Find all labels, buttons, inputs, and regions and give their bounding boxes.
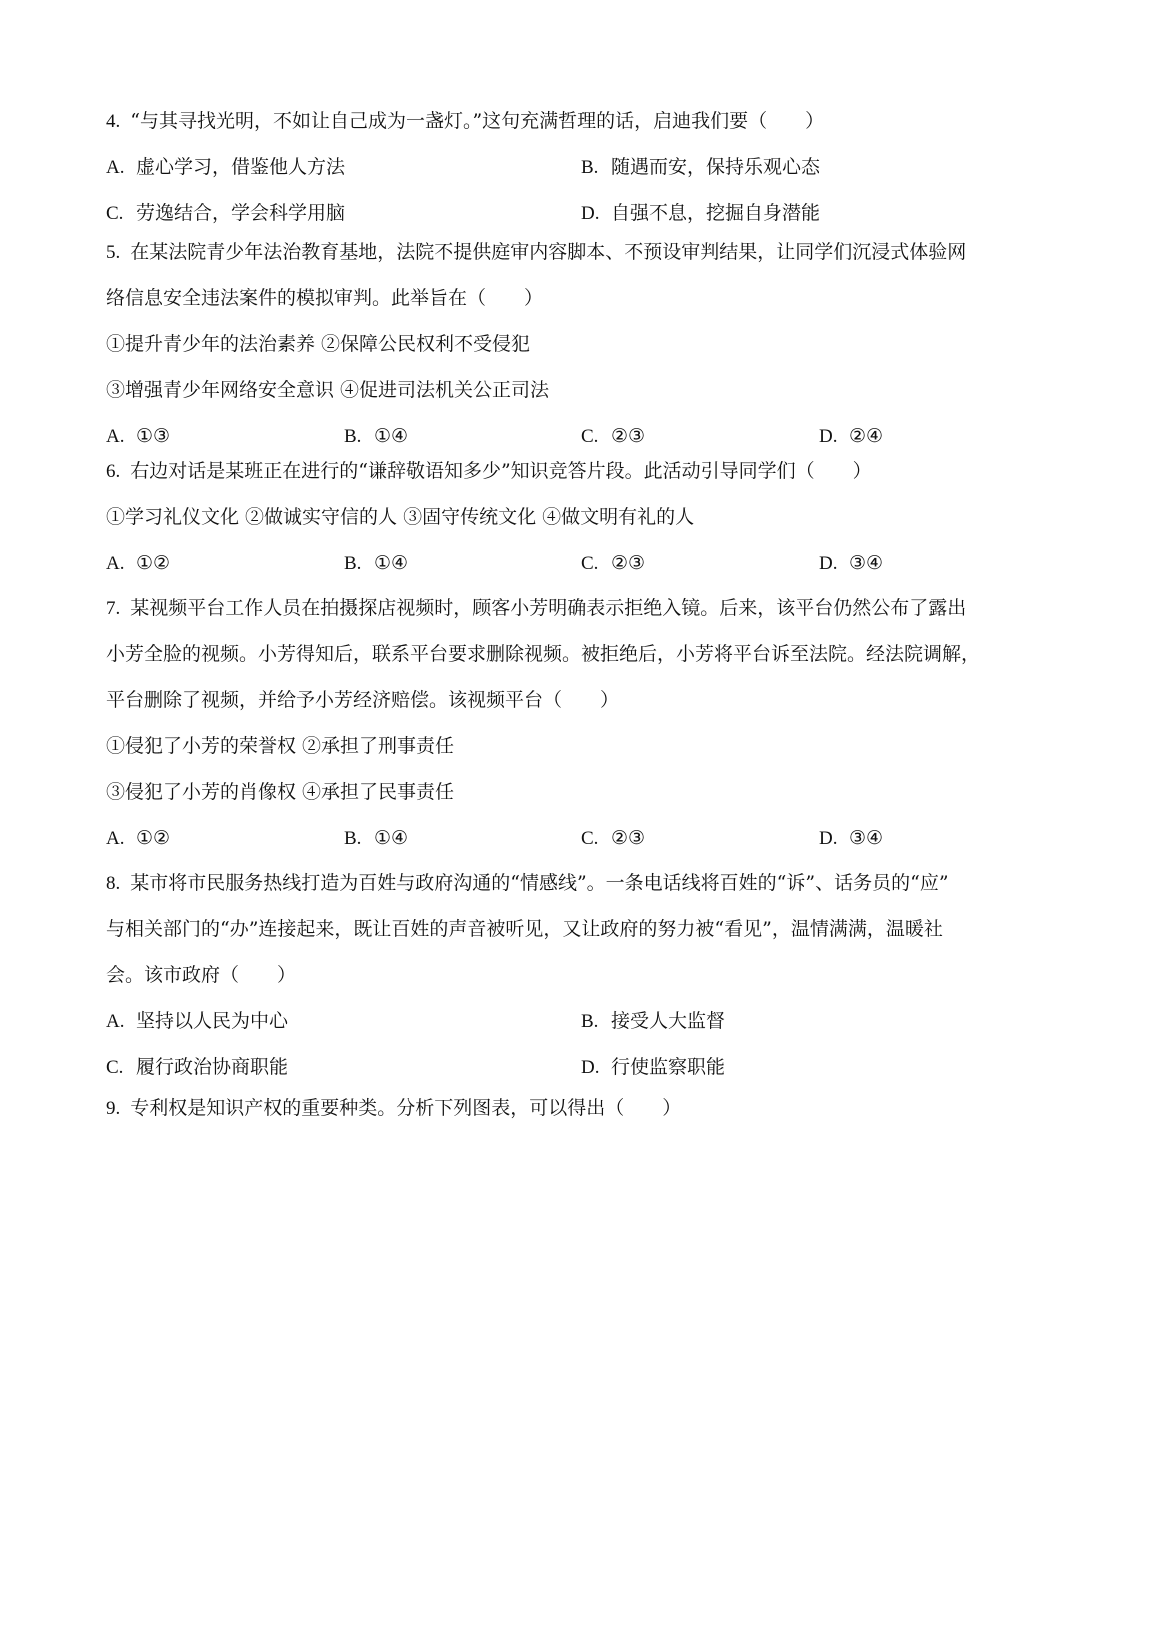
- option-row: [106, 144, 1066, 190]
- stem-text: 右边对话是某班正在进行的“谦辞敬语知多少”知识竞答片段。此活动引导同学们（ ）: [130, 460, 872, 482]
- question-number: 5.: [106, 242, 121, 263]
- option-b[interactable]: B. 随遇而安，保持乐观心态: [581, 156, 821, 178]
- stem-text: 专利权是知识产权的重要种类。分析下列图表，可以得出（ ）: [130, 1097, 682, 1119]
- stem-text: 与相关部门的“办”连接起来，既让百姓的声音被听见，又让政府的努力被“看见”，温情满满，温暖社: [106, 918, 943, 940]
- option-c[interactable]: C. ②③: [581, 827, 646, 849]
- option-c[interactable]: C. 劳逸结合，学会科学用脑: [106, 202, 346, 224]
- option-d[interactable]: D. ③④: [819, 552, 884, 574]
- stem-text: 某市将市民服务热线打造为百姓与政府沟通的“情感线”。一条电话线将百姓的“诉”、话务员的“应”: [130, 872, 949, 894]
- stem-text: 在某法院青少年法治教育基地，法院不提供庭审内容脚本、不预设审判结果，让同学们沉浸式体验网: [130, 241, 967, 263]
- option-c[interactable]: C. 履行政治协商职能: [106, 1056, 289, 1078]
- stem-text: 某视频平台工作人员在拍摄探店视频时，顾客小芳明确表示拒绝入镜。后来，该平台仍然公布了露出: [130, 597, 967, 619]
- option-a[interactable]: A. ①②: [106, 552, 171, 574]
- statement-line: ①侵犯了小芳的荣誉权 ②承担了刑事责任: [106, 735, 455, 757]
- question-9: [106, 1085, 1066, 1131]
- question-number: 9.: [106, 1098, 121, 1119]
- option-d[interactable]: D. 自强不息，挖掘自身潜能: [581, 202, 821, 224]
- option-row: [106, 1044, 1066, 1090]
- option-row: [106, 815, 1066, 861]
- option-a[interactable]: A. 虚心学习，借鉴他人方法: [106, 156, 346, 178]
- question-stem: [106, 1085, 1066, 1131]
- stem-text: 络信息安全违法案件的模拟审判。此举旨在（ ）: [106, 287, 544, 309]
- statement-line: ③增强青少年网络安全意识 ④促进司法机关公正司法: [106, 379, 550, 401]
- statement-line: ①学习礼仪文化 ②做诚实守信的人 ③固守传统文化 ④做文明有礼的人: [106, 506, 695, 528]
- question-7: [106, 585, 1066, 861]
- question-number: 7.: [106, 598, 121, 619]
- option-a[interactable]: A. ①②: [106, 827, 171, 849]
- option-b[interactable]: B. ①④: [344, 827, 409, 849]
- question-stem: [106, 229, 1066, 275]
- question-stem: [106, 860, 1066, 906]
- option-b[interactable]: B. ①④: [344, 425, 409, 447]
- stem-text: 平台删除了视频，并给予小芳经济赔偿。该视频平台（ ）: [106, 689, 620, 711]
- stem-text: “与其寻找光明，不如让自己成为一盏灯。”这句充满哲理的话，启迪我们要（ ）: [130, 110, 825, 132]
- statement-line: ①提升青少年的法治素养 ②保障公民权利不受侵犯: [106, 333, 531, 355]
- option-row: [106, 998, 1066, 1044]
- option-b[interactable]: B. ①④: [344, 552, 409, 574]
- question-stem: [106, 585, 1066, 631]
- option-a[interactable]: A. 坚持以人民为中心: [106, 1010, 289, 1032]
- statement-line: ③侵犯了小芳的肖像权 ④承担了民事责任: [106, 781, 455, 803]
- option-c[interactable]: C. ②③: [581, 425, 646, 447]
- option-row: [106, 540, 1066, 586]
- question-number: 8.: [106, 873, 121, 894]
- option-d[interactable]: D. ②④: [819, 425, 884, 447]
- question-6: [106, 448, 1066, 586]
- stem-text: 小芳全脸的视频。小芳得知后，联系平台要求删除视频。被拒绝后，小芳将平台诉至法院。经法院调解，: [106, 643, 981, 665]
- option-d[interactable]: D. ③④: [819, 827, 884, 849]
- question-number: 4.: [106, 111, 121, 132]
- question-stem: [106, 98, 1066, 144]
- question-stem: [106, 448, 1066, 494]
- stem-text: 会。该市政府（ ）: [106, 964, 297, 986]
- question-number: 6.: [106, 461, 121, 482]
- question-4: [106, 98, 1066, 236]
- option-c[interactable]: C. ②③: [581, 552, 646, 574]
- question-5: [106, 229, 1066, 459]
- question-8: [106, 860, 1066, 1090]
- option-b[interactable]: B. 接受人大监督: [581, 1010, 726, 1032]
- option-a[interactable]: A. ①③: [106, 425, 171, 447]
- option-d[interactable]: D. 行使监察职能: [581, 1056, 726, 1078]
